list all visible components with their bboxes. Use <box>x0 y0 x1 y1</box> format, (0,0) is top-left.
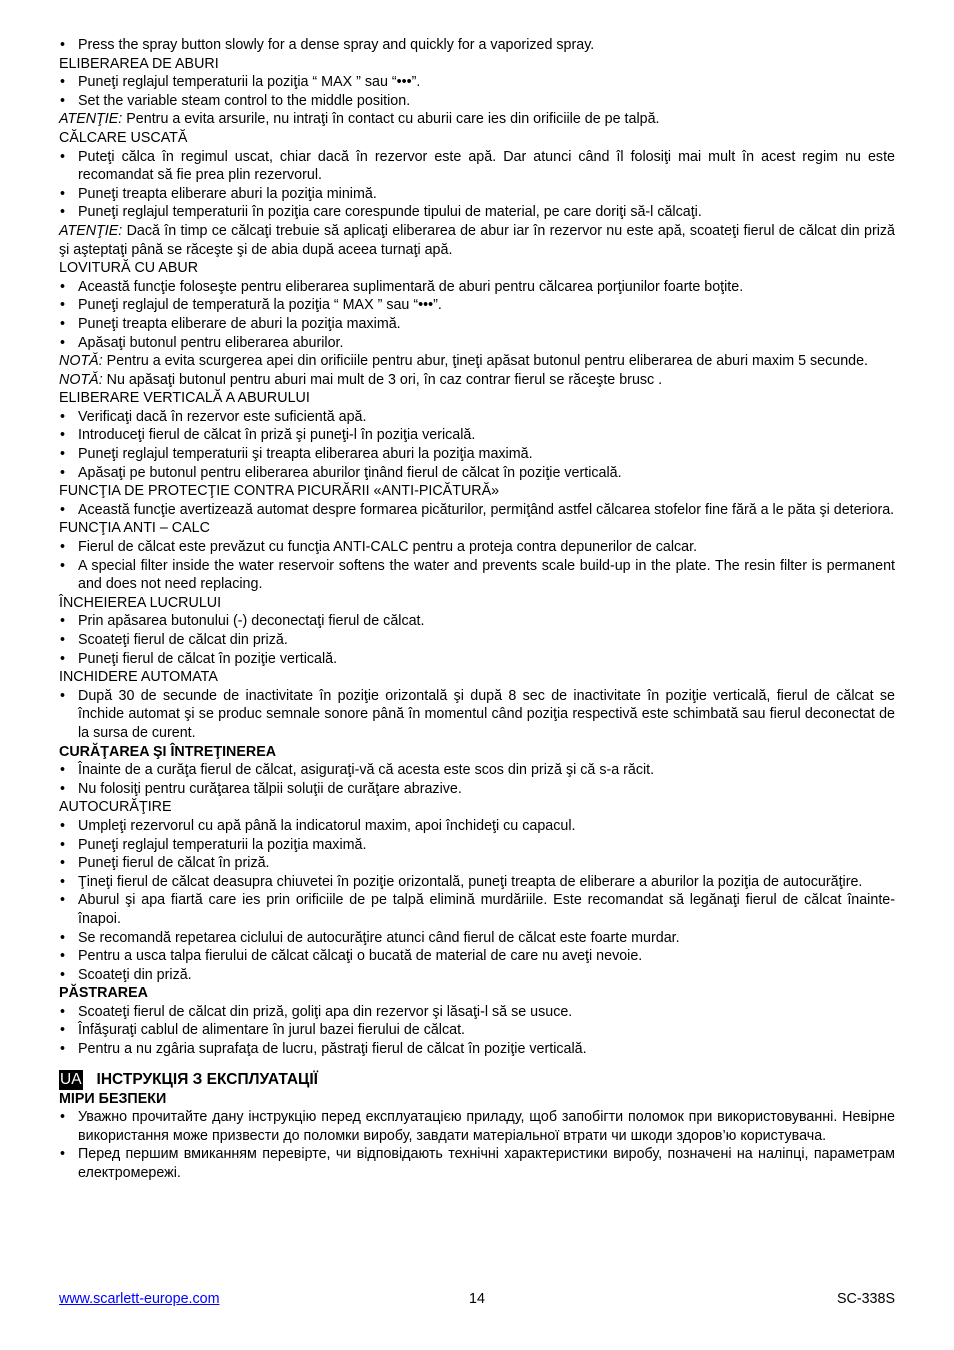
note-text: Dacă în timp ce călcaţi trebuie să aplicaţi eliberarea de abur iar în rezervor nu este apă, scoateţi fierul de călcat din priză şi aşteptaţi până se răceşte şi de abia după aceea turnaţi apă. <box>59 222 895 258</box>
section-heading: CĂLCARE USCATĂ <box>59 129 188 146</box>
bullet-list <box>59 687 895 743</box>
note-paragraph <box>59 222 895 259</box>
list-item: • Ţineţi fierul de călcat deasupra chiuvetei în poziţie orizontală, puneţi treapta de eliberare a aburilor la poziţia de autocurăţire. <box>59 873 895 892</box>
list-item: • Puneţi reglajul temperaturii la poziţia “ MAX ” sau “•••”. <box>59 73 895 92</box>
list-item: • Puneţi reglajul temperaturii în poziţia care corespunde tipului de material, pe care doriţi să-l călcaţi. <box>59 203 895 222</box>
bullet-list <box>59 73 895 110</box>
list-item: • Se recomandă repetarea ciclului de autocurăţire atunci când fierul de călcat este foarte murdar. <box>59 929 895 948</box>
section-heading-bold: PĂSTRAREA <box>59 985 148 1002</box>
note-text: Nu apăsaţi butonul pentru aburi mai mult de 3 ori, în caz contrar fierul se răceşte brusc . <box>102 371 663 388</box>
list-item: • Apăsaţi pe butonul pentru eliberarea aburilor ţinând fierul de călcat în poziţie verticală. <box>59 464 895 483</box>
list-item: • Puteţi călca în regimul uscat, chiar dacă în rezervor este apă. Dar atunci când îl folosiţi mai mult în acest regim nu este recomandat să fie prea plin rezervorul. <box>59 148 895 185</box>
list-item: • Puneţi fierul de călcat în priză. <box>59 854 895 873</box>
list-item: • Puneţi treapta eliberare aburi la poziţia minimă. <box>59 185 895 204</box>
manual-page-content <box>59 36 895 1183</box>
list-item: • Pentru a usca talpa fierului de călcat călcaţi o bucată de material de care nu aveţi nevoie. <box>59 947 895 966</box>
language-badge: UA <box>60 1070 82 1088</box>
section-heading: ÎNCHEIEREA LUCRULUI <box>59 594 222 611</box>
list-item: • Înfăşuraţi cablul de alimentare în jurul bazei fierului de călcat. <box>59 1021 895 1040</box>
website-link[interactable]: www.scarlett-europe.com <box>59 1291 220 1307</box>
list-item: • Pentru a nu zgâria suprafaţa de lucru, păstraţi fierul de călcat în poziţie verticală. <box>59 1040 895 1059</box>
note-label: NOTĂ: <box>59 353 103 370</box>
section-heading: LOVITURĂ CU ABUR <box>59 260 199 277</box>
section-heading: FUNCŢIA DE PROTECŢIE CONTRA PICURĂRII «ANTI-PICĂTURĂ» <box>59 483 500 500</box>
section-heading-bold: МІРИ БЕЗПЕКИ <box>59 1090 167 1107</box>
bullet-list <box>59 761 895 798</box>
list-item: • Puneţi treapta eliberare de aburi la poziţia maximă. <box>59 315 895 334</box>
bullet-list <box>59 278 895 352</box>
list-item: • Verificaţi dacă în rezervor este suficientă apă. <box>59 408 895 427</box>
list-item: • Puneţi reglajul temperaturii şi treapta eliberarea aburi la poziţia maximă. <box>59 445 895 464</box>
list-item: • Umpleţi rezervorul cu apă până la indicatorul maxim, apoi închideţi cu capacul. <box>59 817 895 836</box>
list-item: • Scoateţi fierul de călcat din priză, goliţi apa din rezervor şi lăsaţi-l să se usuce. <box>59 1003 895 1022</box>
bullet-list <box>59 1003 895 1059</box>
bullet-list <box>59 408 895 482</box>
bullet-list <box>59 612 895 668</box>
section-heading: ELIBERAREA DE ABURI <box>59 55 219 72</box>
bullet-list <box>59 148 895 222</box>
list-item: • Aburul şi apa fiartă care ies prin orificiile de pe talpă elimină murdăriile. Este recomandat să legănaţi fierul de călcat înainte-înapoi. <box>59 891 895 928</box>
list-item: • Press the spray button slowly for a dense spray and quickly for a vaporized spray. <box>59 36 895 55</box>
bullet-list <box>59 538 895 594</box>
section-heading: FUNCŢIA ANTI – CALC <box>59 520 210 537</box>
note-paragraph <box>59 352 895 371</box>
note-label: ATENŢIE: <box>59 111 123 128</box>
list-item: • Această funcţie foloseşte pentru eliberarea suplimentară de aburi pentru călcarea porţiunilor foarte boţite. <box>59 278 895 297</box>
list-item: • Fierul de călcat este prevăzut cu funcţia ANTI-CALC pentru a proteja contra depunerilor de calcar. <box>59 538 895 557</box>
list-item: • Перед першим вмиканням перевірте, чи відповідають технічні характеристики виробу, позначені на наліпці, параметрам електромережі. <box>59 1145 895 1182</box>
model-number: SC-338S <box>836 1291 895 1307</box>
list-item: • Această funcţie avertizează automat despre formarea picăturilor, permiţând astfel călcarea stofelor fine fără a le păta şi deteriora. <box>59 501 895 520</box>
bullet-list <box>59 817 895 984</box>
bullet-list <box>59 36 895 55</box>
note-text: Pentru a evita arsurile, nu intraţi în contact cu aburii care ies din orificiile de pe talpă. <box>122 111 660 128</box>
section-title-text: ІНСТРУКЦІЯ З ЕКСПЛУАТАЦІЇ <box>96 1070 318 1088</box>
list-item: • Introduceţi fierul de călcat în priză şi puneţi-l în poziţia vericală. <box>59 426 895 445</box>
list-item: • După 30 de secunde de inactivitate în poziţie orizontală şi după 8 sec de inactivitate în poziţie verticală, fierul de călcat se închide automat şi se produc semnale sonore până în momentul când poziţia respectivă este schimbată sau fierul deconectat de la sursa de curent. <box>59 687 895 743</box>
list-item: • Set the variable steam control to the middle position. <box>59 92 895 111</box>
list-item: • Apăsaţi butonul pentru eliberarea aburilor. <box>59 334 895 353</box>
note-text: Pentru a evita scurgerea apei din orificiile pentru abur, ţineţi apăsat butonul pentru eliberarea de aburi maxim 5 secunde. <box>102 353 869 370</box>
note-label: ATENŢIE: <box>59 222 123 239</box>
list-item: • Puneţi reglajul de temperatură la poziţia “ MAX ” sau “•••”. <box>59 296 895 315</box>
bullet-list <box>59 1108 895 1182</box>
list-item: • Nu folosiţi pentru curăţarea tălpii soluţii de curăţare abrazive. <box>59 780 895 799</box>
bullet-list <box>59 501 895 520</box>
list-item: • Prin apăsarea butonului (-) deconectaţi fierul de călcat. <box>59 612 895 631</box>
section-heading-bold: CURĂŢAREA ŞI ÎNTREŢINEREA <box>59 743 277 760</box>
list-item: • Scoateţi din priză. <box>59 966 895 985</box>
section-heading: ELIBERARE VERTICALĂ A ABURULUI <box>59 390 310 407</box>
list-item: • Înainte de a curăţa fierul de călcat, asiguraţi-vă că acesta este scos din priză şi că s-a răcit. <box>59 761 895 780</box>
page-number: 14 <box>469 1291 485 1307</box>
list-item: • Scoateţi fierul de călcat din priză. <box>59 631 895 650</box>
note-paragraph <box>59 371 895 390</box>
note-paragraph <box>59 110 895 129</box>
ukrainian-section-title <box>59 1070 895 1090</box>
list-item: • A special filter inside the water reservoir softens the water and prevents scale build-up in the plate. The resin filter is permanent and does not need replacing. <box>59 557 895 594</box>
list-item: • Уважно прочитайте дану інструкцію перед експлуатацією приладу, щоб запобігти поломок при використовуванні. Невірне використання може призвести до поломки виробу, завдати матеріальної втрати чи шкоди здоров’ю користувача. <box>59 1108 895 1145</box>
section-heading: INCHIDERE AUTOMATA <box>59 669 218 686</box>
list-item: • Puneţi fierul de călcat în poziţie verticală. <box>59 650 895 669</box>
note-label: NOTĂ: <box>59 371 103 388</box>
section-heading: AUTOCURĂŢIRE <box>59 799 172 816</box>
list-item: • Puneţi reglajul temperaturii la poziţia maximă. <box>59 836 895 855</box>
